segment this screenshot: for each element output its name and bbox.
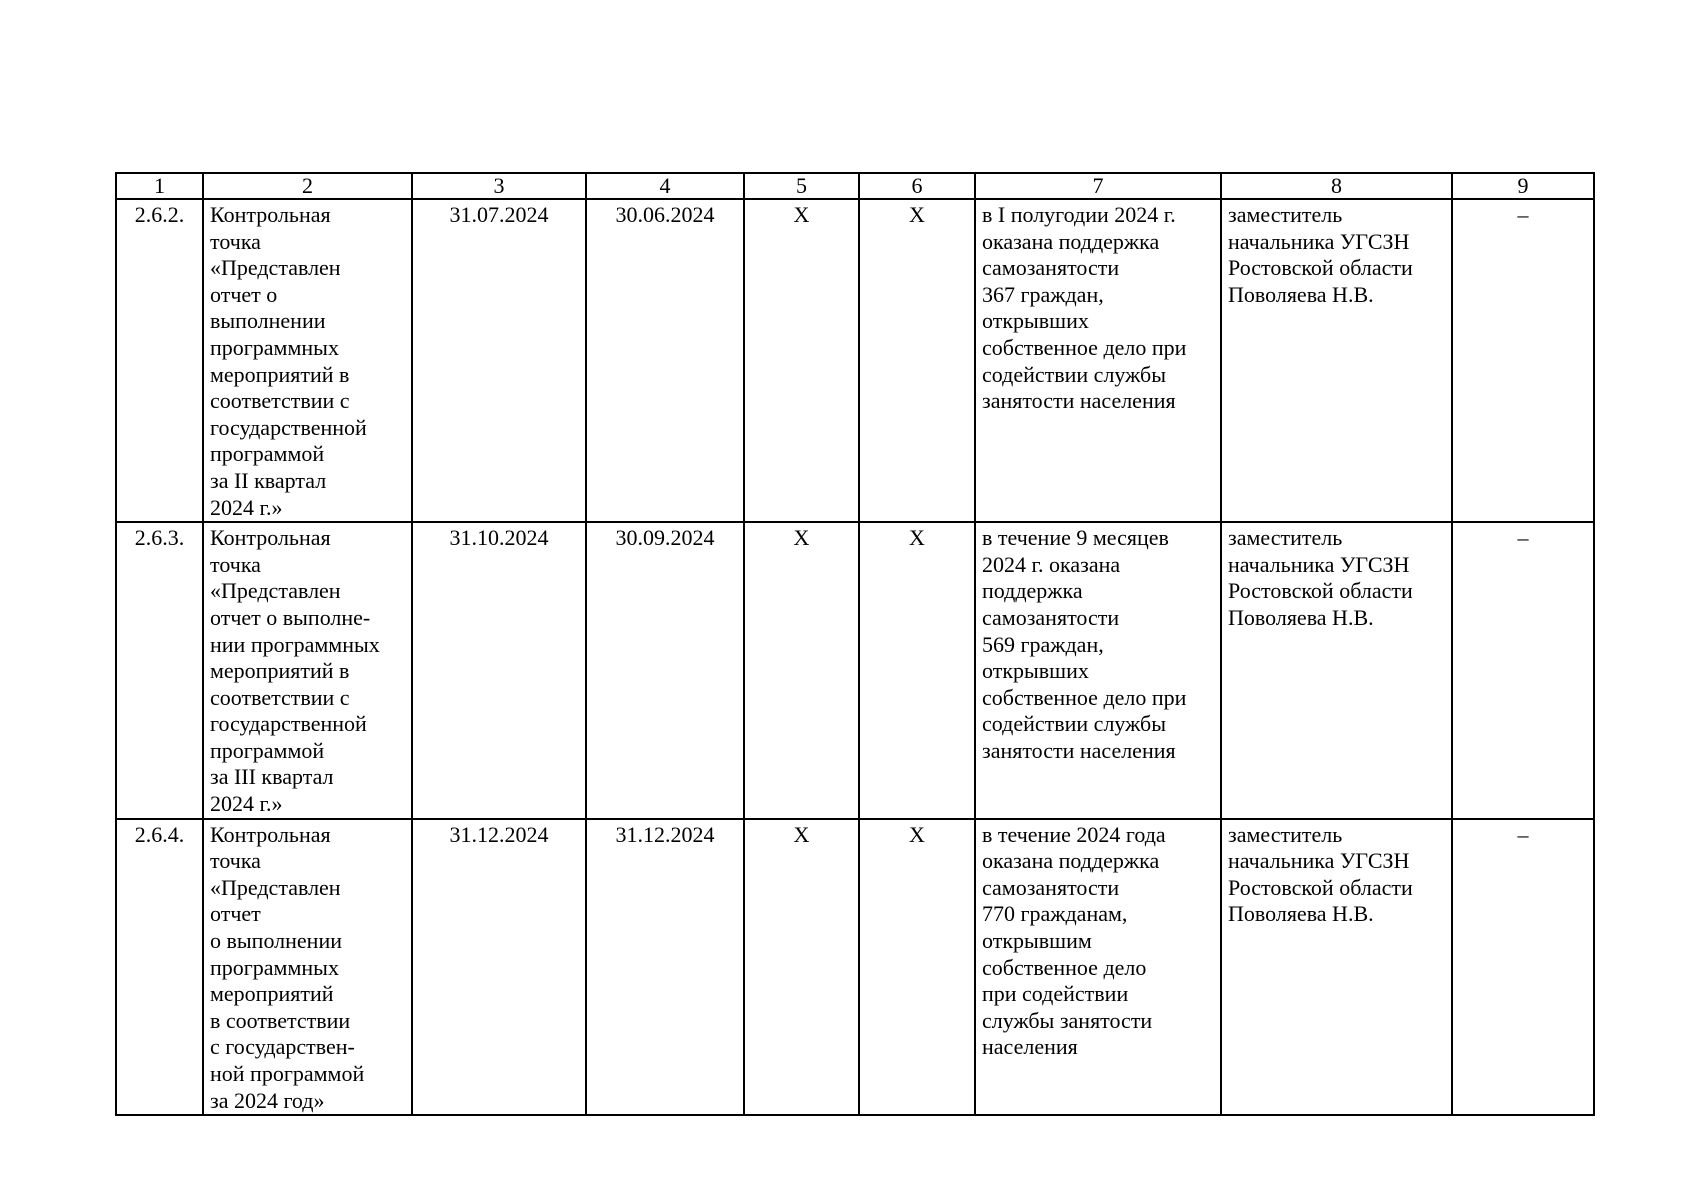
fact-date: 30.06.2024 — [586, 199, 744, 522]
col5-mark: X — [744, 819, 859, 1116]
result-text: в течение 2024 года оказана поддержка самозанятости 770 гражданам, открывшим собственное дело при содействии службы занятости населения — [975, 819, 1221, 1116]
col5-mark: X — [744, 199, 859, 522]
header-cell: 5 — [744, 173, 859, 199]
plan-date: 31.07.2024 — [412, 199, 586, 522]
responsible-person: заместитель начальника УГСЗН Ростовской области Поволяева Н.В. — [1221, 199, 1452, 522]
responsible-person: заместитель начальника УГСЗН Ростовской области Поволяева Н.В. — [1221, 819, 1452, 1116]
col6-mark: X — [859, 522, 975, 819]
col9-dash: – — [1452, 819, 1594, 1116]
header-cell: 4 — [586, 173, 744, 199]
header-cell: 1 — [116, 173, 203, 199]
row-number: 2.6.4. — [116, 819, 203, 1116]
col9-dash: – — [1452, 522, 1594, 819]
header-cell: 6 — [859, 173, 975, 199]
plan-date: 31.10.2024 — [412, 522, 586, 819]
fact-date: 30.09.2024 — [586, 522, 744, 819]
header-cell: 9 — [1452, 173, 1594, 199]
col6-mark: X — [859, 199, 975, 522]
result-text: в течение 9 месяцев 2024 г. оказана поддержка самозанятости 569 граждан, открывших собственное дело при содействии службы занятости населения — [975, 522, 1221, 819]
col9-dash: – — [1452, 199, 1594, 522]
table-row — [116, 819, 1594, 1116]
responsible-person: заместитель начальника УГСЗН Ростовской области Поволяева Н.В. — [1221, 522, 1452, 819]
header-cell: 8 — [1221, 173, 1452, 199]
header-cell: 7 — [975, 173, 1221, 199]
control-point-name: Контрольная точка «Представлен отчет о выполне- нии программных мероприятий в соответствии с государственной программой за III квартал 2024 г.» — [203, 522, 412, 819]
fact-date: 31.12.2024 — [586, 819, 744, 1116]
control-point-name: Контрольная точка «Представлен отчет о выполнении программных мероприятий в соответствии с государственной программой за II квартал 2024 г.» — [203, 199, 412, 522]
control-point-name: Контрольная точка «Представлен отчет о выполнении программных мероприятий в соответствии с государствен- ной программой за 2024 год» — [203, 819, 412, 1116]
plan-table — [115, 172, 1595, 1116]
header-row — [116, 173, 1594, 199]
col5-mark: X — [744, 522, 859, 819]
row-number: 2.6.2. — [116, 199, 203, 522]
header-cell: 2 — [203, 173, 412, 199]
table-row — [116, 522, 1594, 819]
result-text: в I полугодии 2024 г. оказана поддержка самозанятости 367 граждан, открывших собственное дело при содействии службы занятости населения — [975, 199, 1221, 522]
plan-date: 31.12.2024 — [412, 819, 586, 1116]
row-number: 2.6.3. — [116, 522, 203, 819]
col6-mark: X — [859, 819, 975, 1116]
table-row — [116, 199, 1594, 522]
header-cell: 3 — [412, 173, 586, 199]
